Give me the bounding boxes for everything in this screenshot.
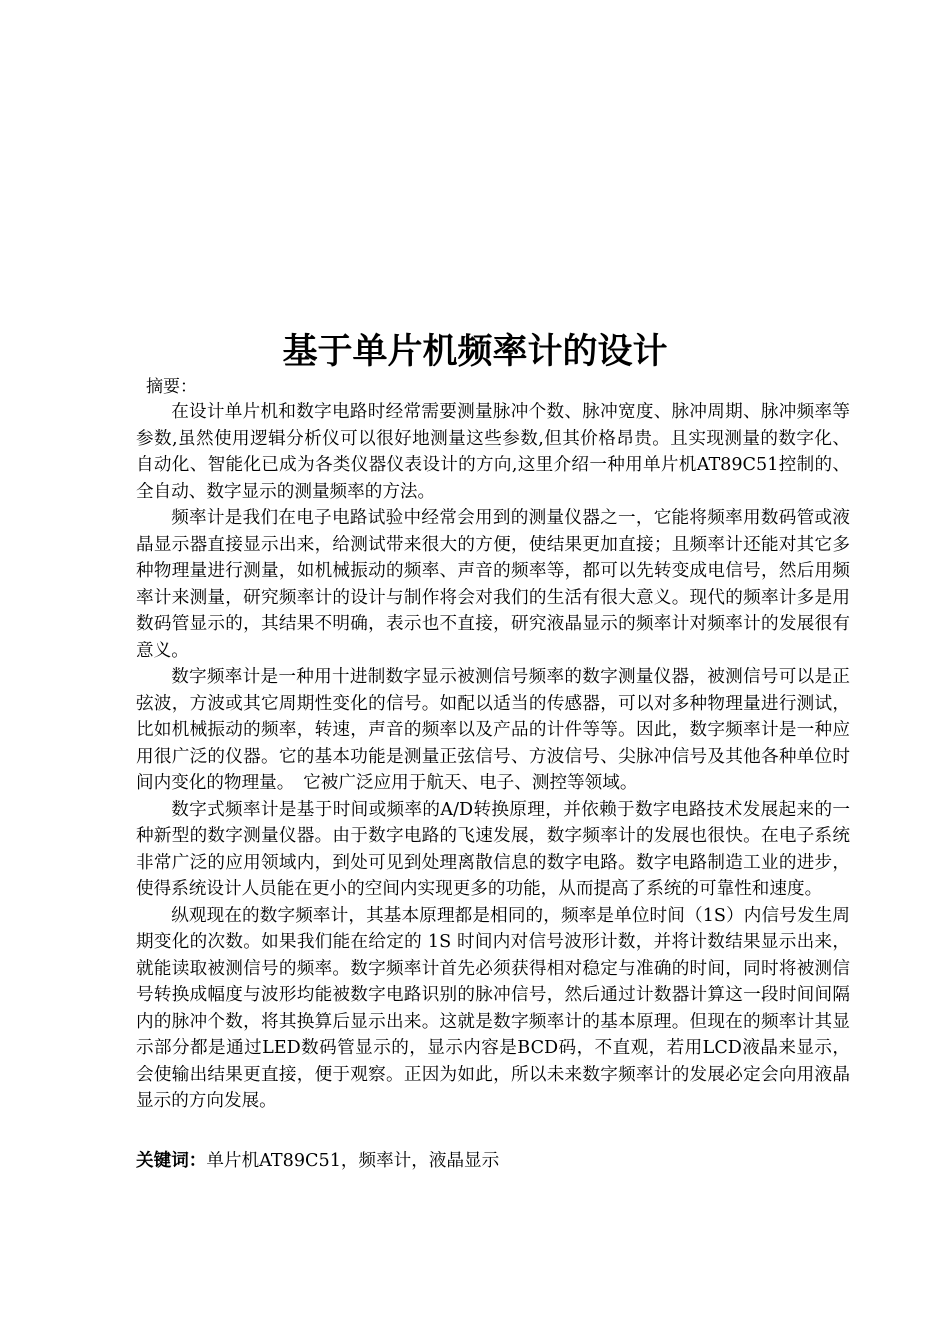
abstract-label: 摘要：: [146, 377, 197, 397]
abstract-body: [136, 399, 850, 1115]
keywords-label: 关键词：: [136, 1151, 207, 1171]
paragraph: 纵观现在的数字频率计，其基本原理都是相同的，频率是单位时间（1S）内信号发生周期变化的次数。如果我们能在给定的 1S 时间内对信号波形计数，并将计数结果显示出来，就能读取被测信号的频率。数字频率计首先必须获得相对稳定与准确的时间，同时将被测信号转换成幅度与波形均能被数字电路识别的脉冲信号，然后通过计数器计算这一段时间间隔内的脉冲个数，将其换算后显示出来。这就是数字频率计的基本原理。但现在的频率计其显示部分都是通过LED数码管显示的，显示内容是BCD码，不直观，若用LCD液晶来显示，会使输出结果更直接，便于观察。正因为如此，所以未来数字频率计的发展必定会向用液晶显示的方向发展。: [136, 905, 850, 1111]
paragraph: 数字频率计是一种用十进制数字显示被测信号频率的数字测量仪器，被测信号可以是正弦波，方波或其它周期性变化的信号。如配以适当的传感器，可以对多种物理量进行测试，比如机械振动的频率，转速，声音的频率以及产品的计件等等。因此，数字频率计是一种应用很广泛的仪器。它的基本功能是测量正弦信号、方波信号、尖脉冲信号及其他各种单位时间内变化的物理量。 它被广泛应用于航天、电子、测控等领域。: [136, 667, 850, 793]
paragraph: 在设计单片机和数字电路时经常需要测量脉冲个数、脉冲宽度、脉冲周期、脉冲频率等参数,虽然使用逻辑分析仪可以很好地测量这些参数,但其价格昂贵。且实现测量的数字化、自动化、智能化已成为各类仪器仪表设计的方向,这里介绍一种用单片机AT89C51控制的、全自动、数字显示的测量频率的方法。: [136, 402, 850, 502]
paragraph: 数字式频率计是基于时间或频率的A/D转换原理，并依赖于数字电路技术发展起来的一种新型的数字测量仪器。由于数字电路的飞速发展，数字频率计的发展也很快。在电子系统非常广泛的应用领域内，到处可见到处理离散信息的数字电路。数字电路制造工业的进步，使得系统设计人员能在更小的空间内实现更多的功能，从而提高了系统的可靠性和速度。: [136, 799, 850, 899]
page-title: 基于单片机频率计的设计: [282, 332, 668, 372]
paragraph: 频率计是我们在电子电路试验中经常会用到的测量仪器之一，它能将频率用数码管或液晶显示器直接显示出来，给测试带来很大的方便，使结果更加直接；且频率计还能对其它多种物理量进行测量，如机械振动的频率、声音的频率等，都可以先转变成电信号，然后用频率计来测量，研究频率计的设计与制作将会对我们的生活有很大意义。现代的频率计多是用数码管显示的，其结果不明确，表示也不直接，研究液晶显示的频率计对频率计的发展很有意义。: [136, 508, 850, 661]
keywords-value: 单片机AT89C51，频率计，液晶显示: [206, 1151, 500, 1171]
keywords-line: [136, 1148, 499, 1174]
